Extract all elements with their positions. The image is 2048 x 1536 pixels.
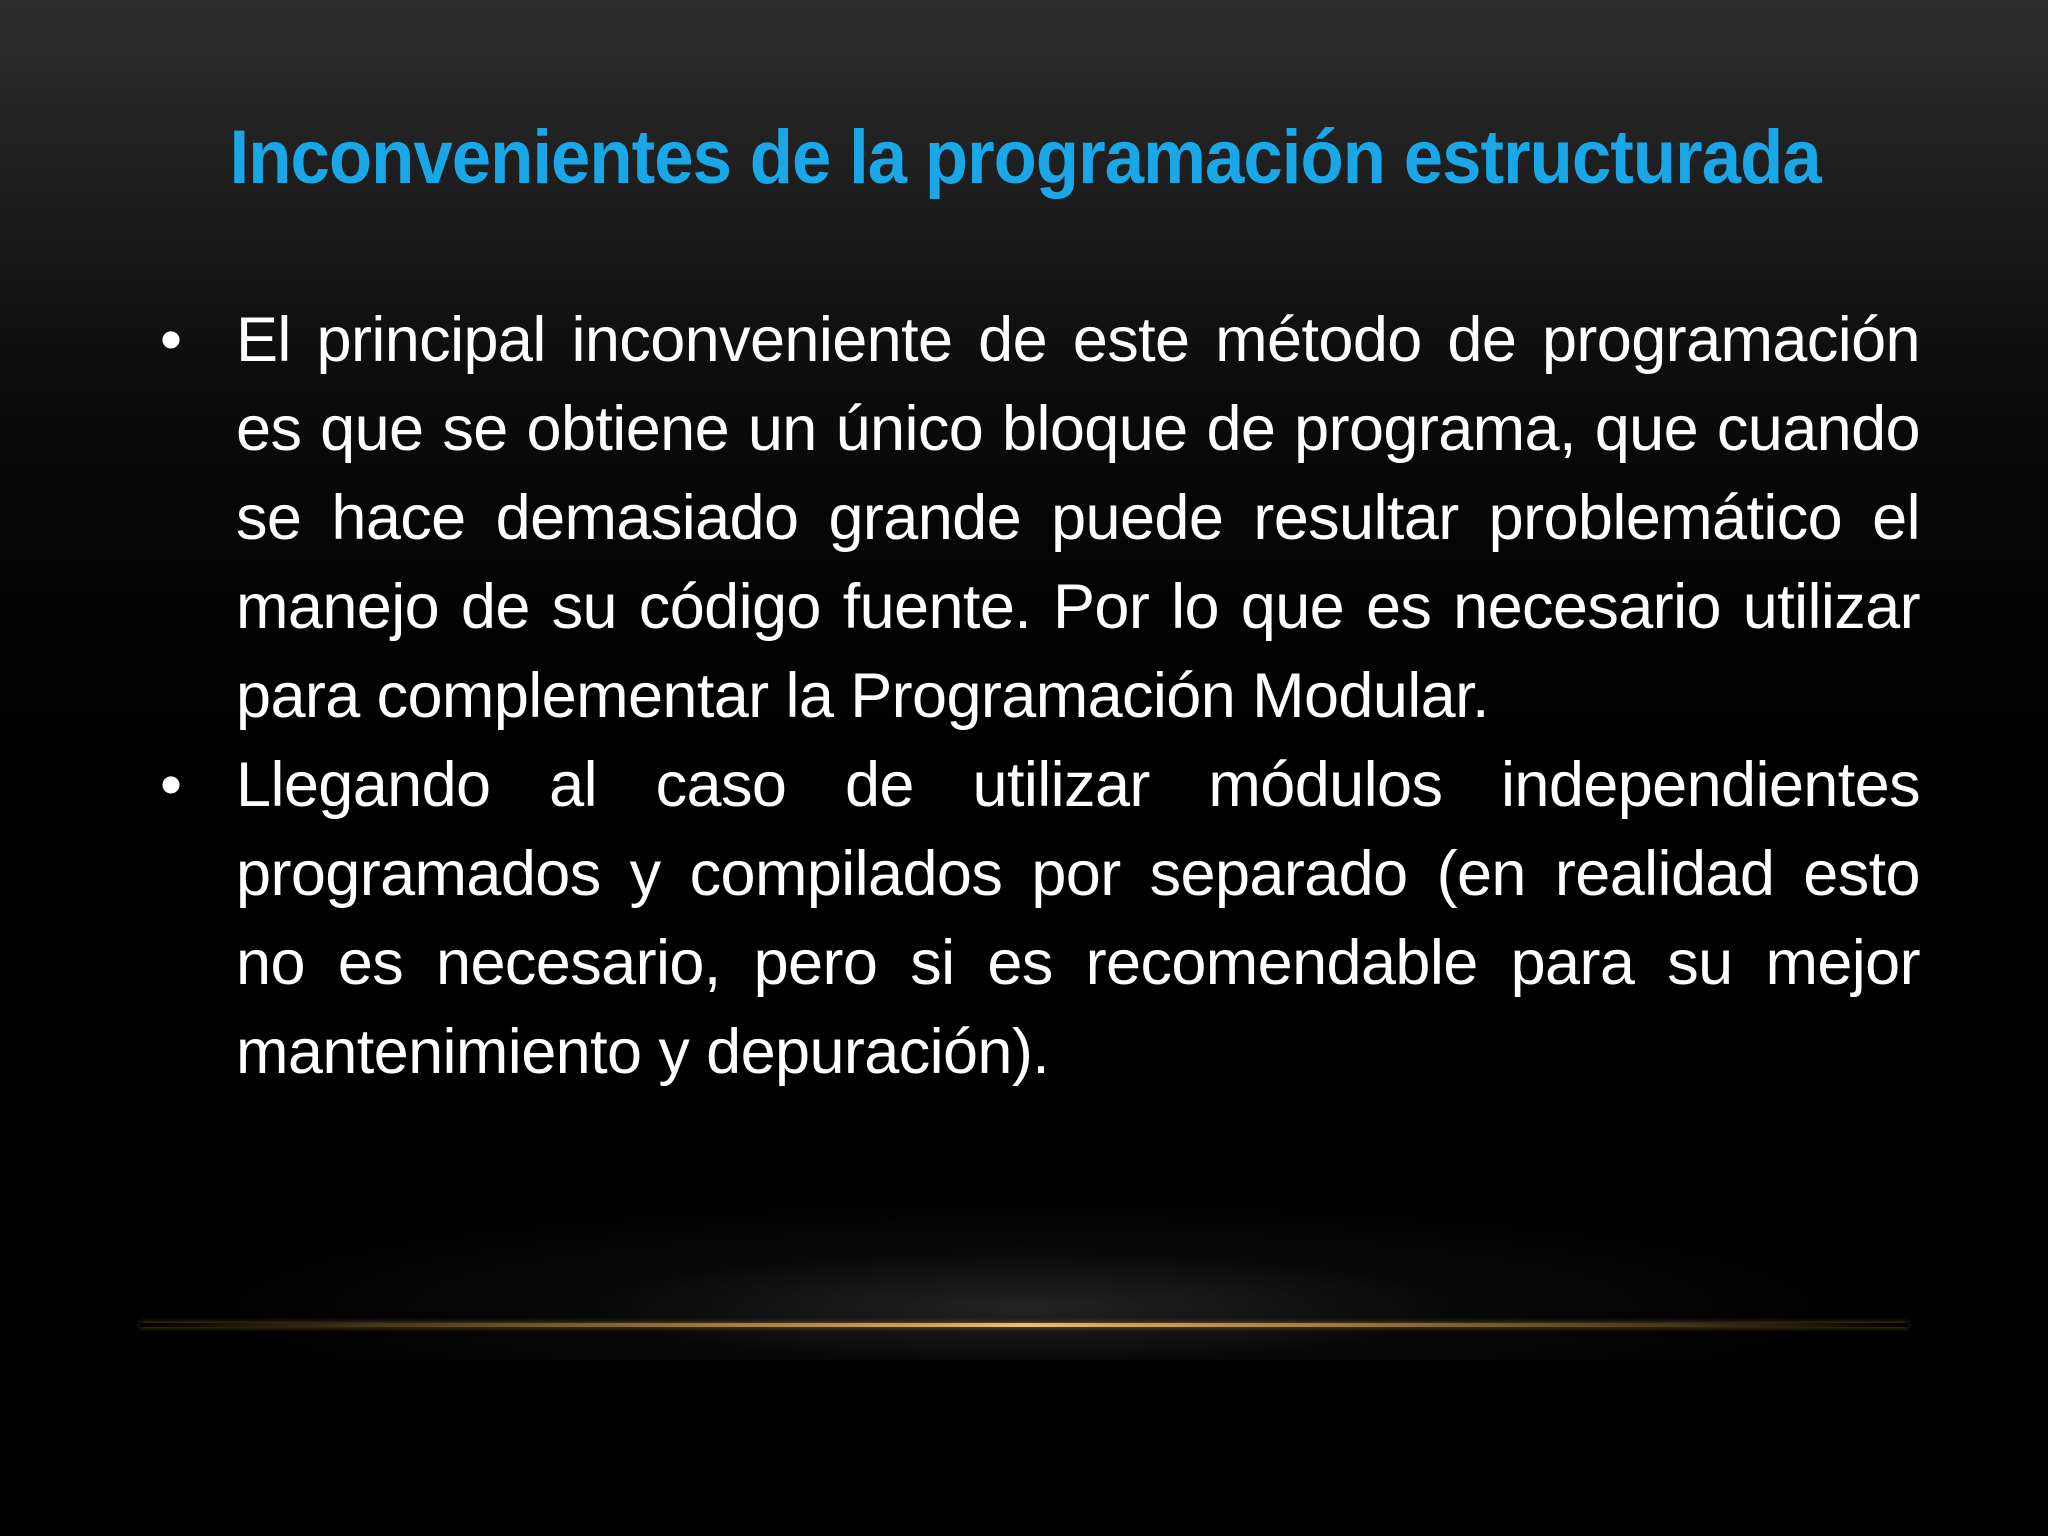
slide-title: Inconvenientes de la programación estructurada (229, 115, 1821, 200)
bullet-text: Llegando al caso de utilizar módulos independientes programados y compilados por separado (en realidad esto no es necesario, pero si es recomendable para su mejor mantenimiento y depuración). (236, 750, 1920, 1087)
bullet-text: El principal inconveniente de este método de programación es que se obtiene un único bloque de programa, que cuando se hace demasiado grande puede resultar problemático el manejo de su código fuente. Por lo que es necesario utilizar para complementar la Programación Modular. (236, 305, 1920, 731)
bullet-list (160, 296, 1920, 1097)
bullet-marker: • (160, 305, 182, 375)
decorative-horizon-line (140, 1323, 1908, 1327)
bullet-marker: • (160, 750, 182, 820)
bullet-item (160, 296, 1920, 741)
bullet-item (160, 741, 1920, 1097)
